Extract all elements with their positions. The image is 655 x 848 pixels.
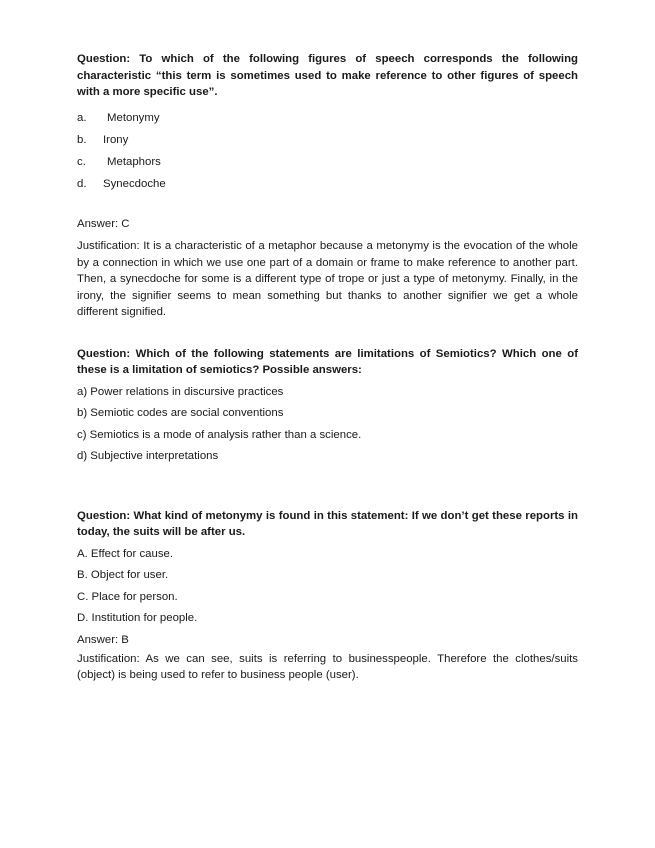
option-c (77, 151, 578, 173)
list-item: d) Subjective interpretations (77, 450, 219, 462)
list-item: A. Effect for cause. (77, 547, 174, 560)
list-item: C. Place for person. (77, 590, 178, 603)
justification-3: Justification: As we can see, suits is referring to businesspeople. Therefore the clothes/suits (object) is being used to refer to business people (user). (77, 652, 578, 681)
question-1-options (77, 107, 578, 195)
question-3-options (77, 544, 578, 630)
list-item: b) Semiotic codes are social conventions (77, 407, 284, 419)
list-item: a) Power relations in discursive practices (77, 385, 284, 398)
option-letter: a. (77, 111, 87, 124)
answer-1: Answer: C (77, 217, 130, 230)
question-2-options (77, 382, 578, 468)
list-item: D. Institution for people. (77, 612, 198, 624)
option-letter: d. (77, 177, 87, 190)
option-text: Metonymy (107, 111, 160, 124)
document-page (77, 51, 578, 684)
question-3: Question: What kind of metonymy is found in this statement: If we don’t get these reports in today, the suits will be after us. (77, 509, 578, 538)
answer-3: Answer: B (77, 633, 129, 646)
option-b (77, 129, 578, 151)
option-text: Synecdoche (103, 177, 166, 190)
option-text: Metaphors (107, 155, 161, 168)
option-a (77, 107, 578, 129)
option-letter: b. (77, 133, 87, 146)
list-item: B. Object for user. (77, 569, 169, 581)
justification-1: Justification: It is a characteristic of a metaphor because a metonymy is the evocation of the whole by a connection in which we use one part of a domain or frame to make reference to another part. Then, a synecdoche for some is a different type of trope or just a type of metonymy. Finally, in the irony, the signifier seems to mean something but thanks to another signifier we get a whole different signified. (77, 240, 578, 318)
option-d (77, 173, 578, 195)
question-2: Question: Which of the following statements are limitations of Semiotics? Which one of these is a limitation of semiotics? Possible answers: (77, 347, 578, 376)
option-text: Irony (103, 133, 129, 146)
list-item: c) Semiotics is a mode of analysis rather than a science. (77, 428, 362, 441)
option-letter: c. (77, 155, 86, 168)
question-1: Question: To which of the following figures of speech corresponds the following characteristic “this term is sometimes used to make reference to other figures of speech with a more specific use”. (77, 53, 578, 98)
